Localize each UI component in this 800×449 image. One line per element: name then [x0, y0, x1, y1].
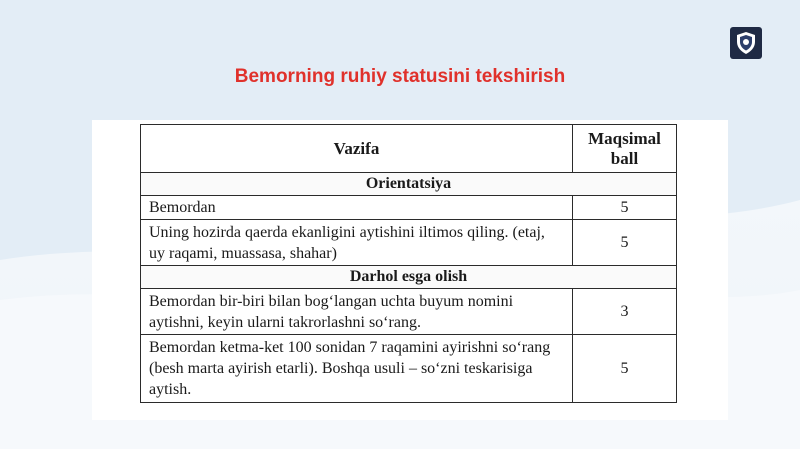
university-logo: [730, 27, 762, 59]
table-row: [141, 196, 677, 220]
assessment-table: [140, 124, 677, 403]
table-row: [141, 289, 677, 335]
task-cell: Uning hozirda qaerda ekanligini aytishini iltimos qiling. (etaj, uy raqami, muassasa, shahar): [141, 220, 573, 266]
score-cell: 5: [573, 335, 677, 403]
score-cell: 5: [573, 220, 677, 266]
section-title: Darhol esga olish: [141, 266, 677, 289]
section-row: [141, 173, 677, 196]
task-cell: Bemordan ketma-ket 100 sonidan 7 raqamini ayirishni so‘rang (besh marta ayirish etarli). Boshqa usuli – so‘zni teskarisiga aytish.: [141, 335, 573, 403]
table-header-row: [141, 125, 677, 173]
score-cell: 3: [573, 289, 677, 335]
section-title: Orientatsiya: [141, 173, 677, 196]
table-row: [141, 335, 677, 403]
slide-title: Bemorning ruhiy statusini tekshirish: [234, 66, 566, 87]
column-header-max-score: Maqsimal ball: [573, 125, 677, 173]
university-shield-icon: [735, 31, 757, 55]
task-cell: Bemordan bir-biri bilan bog‘langan uchta buyum nomini aytishni, keyin ularni takrorlashni so‘rang.: [141, 289, 573, 335]
task-cell: Bemordan: [141, 196, 573, 220]
table-row: [141, 220, 677, 266]
section-row: [141, 266, 677, 289]
column-header-task: Vazifa: [141, 125, 573, 173]
score-cell: 5: [573, 196, 677, 220]
